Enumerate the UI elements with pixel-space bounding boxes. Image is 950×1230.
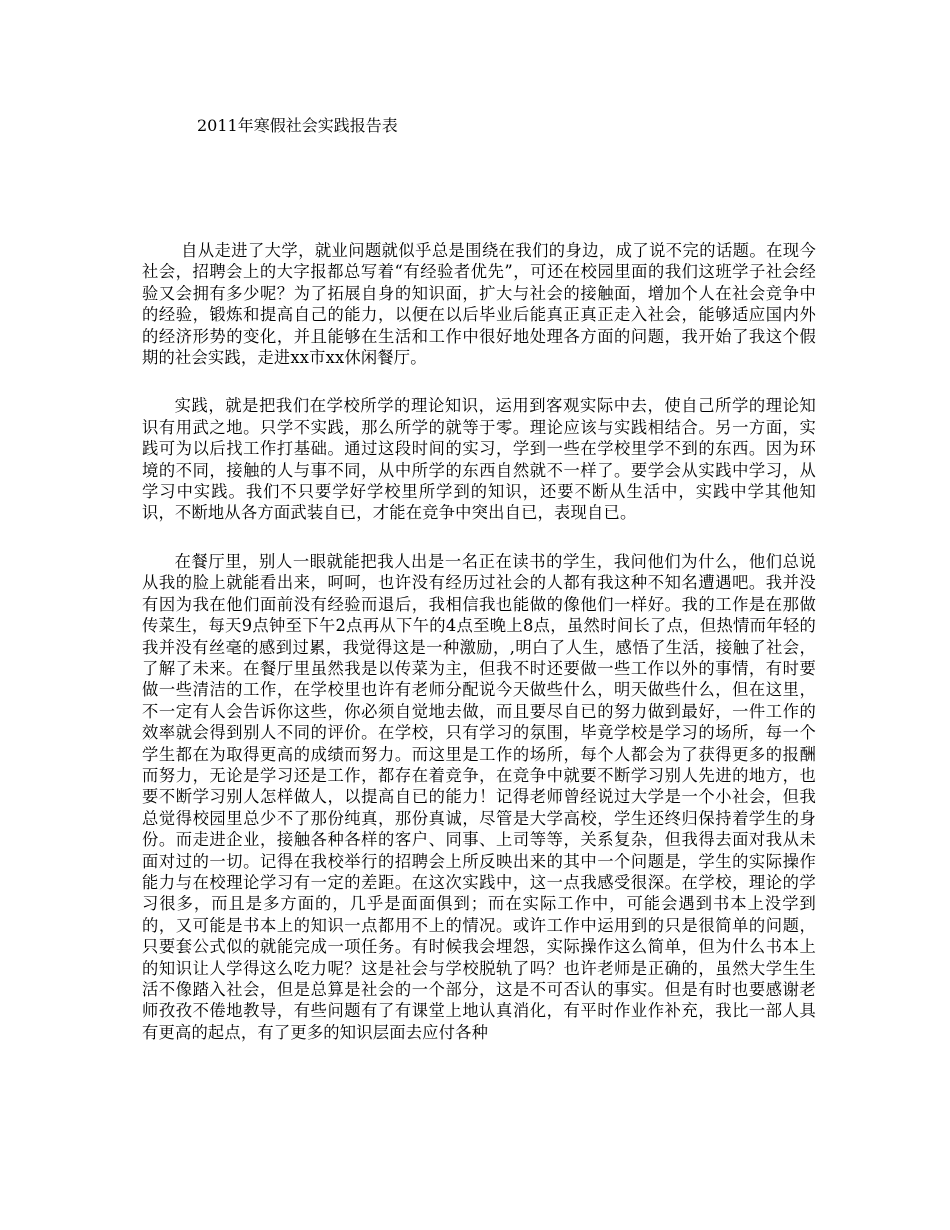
paragraph-3: 在餐厅里，别人一眼就能把我人出是一名正在读书的学生，我问他们为什么，他们总说从我的脸上就能看出来，呵呵，也许没有经历过社会的人都有我这种不知名遭遇吧。我并没有因为我在他们面前没有经验而退后，我相信我也能做的像他们一样好。我的工作是在那做传菜生，每天9点钟至下午2点再从下午的4点至晚上8点，虽然时间长了点，但热情而年轻的我并没有丝毫的感到过累，我觉得这是一种激励，,明白了人生，感悟了生活，接触了社会，了解了未来。在餐厅里虽然我是以传菜为主，但我不时还要做一些工作以外的事情，有时要做一些清洁的工作，在学校里也许有老师分配说今天做些什么，明天做些什么，但在这里，不一定有人会告诉你这些，你必须自觉地去做，而且要尽自已的努力做到最好，一件工作的效率就会得到别人不同的评价。在学校，只有学习的氛围，毕竟学校是学习的场所，每一个学生都在为取得更高的成绩而努力。而这里是工作的场所，每个人都会为了获得更多的报酬而努力，无论是学习还是工作，都存在着竞争，在竞争中就要不断学习别人先进的地方，也要不断学习别人怎样做人，以提高自已的能力！记得老师曾经说过大学是一个小社会，但我总觉得校园里总少不了那份纯真，那份真诚，尽管是大学高校，学生还终归保持着学生的身份。而走进企业，接触各种各样的客户、同事、上司等等，关系复杂，但我得去面对我从未面对过的一切。记得在我校举行的招聘会上所反映出来的其中一个问题是，学生的实际操作能力与在校理论学习有一定的差距。在这次实践中，这一点我感受很深。在学校，理论的学习很多，而且是多方面的，几乎是面面俱到；而在实际工作中，可能会遇到书本上没学到的，又可能是书本上的知识一点都用不上的情况。或许工作中运用到的只是很简单的问题，只要套公式似的就能完成一项任务。有时候我会埋怨，实际操作这么简单，但为什么书本上的知识让人学得这么吃力呢？这是社会与学校脱轨了吗？也许老师是正确的，虽然大学生生活不像踏入社会，但是总算是社会的一个部分，这是不可否认的事实。但是有时也要感谢老师孜孜不倦地教导，有些问题有了有课堂上地认真消化，有平时作业作补充，我比一部人具有更高的起点，有了更多的知识层面去应付各种 bbox=[142, 551, 816, 1042]
paragraph-2: 实践，就是把我们在学校所学的理论知识，运用到客观实际中去，使自己所学的理论知识有用武之地。只学不实践，那么所学的就等于零。理论应该与实践相结合。另一方面，实践可为以后找工作打基础。通过这段时间的实习，学到一些在学校里学不到的东西。因为环境的不同，接触的人与事不同，从中所学的东西自然就不一样了。要学会从实践中学习，从学习中实践。我们不只要学好学校里所学到的知识，还要不断从生活中，实践中学其他知识，不断地从各方面武装自已，才能在竞争中突出自已，表现自已。 bbox=[142, 396, 816, 523]
document-title: 2011年寒假社会实践报告表 bbox=[197, 116, 398, 135]
document-body bbox=[142, 240, 816, 1070]
paragraph-1: 自从走进了大学，就业问题就似乎总是围绕在我们的身边，成了说不完的话题。在现今社会，招聘会上的大字报都总写着“有经验者优先”，可还在校园里面的我们这班学子社会经验又会拥有多少呢？为了拓展自身的知识面，扩大与社会的接触面，增加个人在社会竞争中的经验，锻炼和提高自己的能力，以便在以后毕业后能真正真正走入社会，能够适应国内外的经济形势的变化，并且能够在生活和工作中很好地处理各方面的问题，我开始了我这个假期的社会实践，走进xx市xx休闲餐厅。 bbox=[142, 241, 816, 368]
